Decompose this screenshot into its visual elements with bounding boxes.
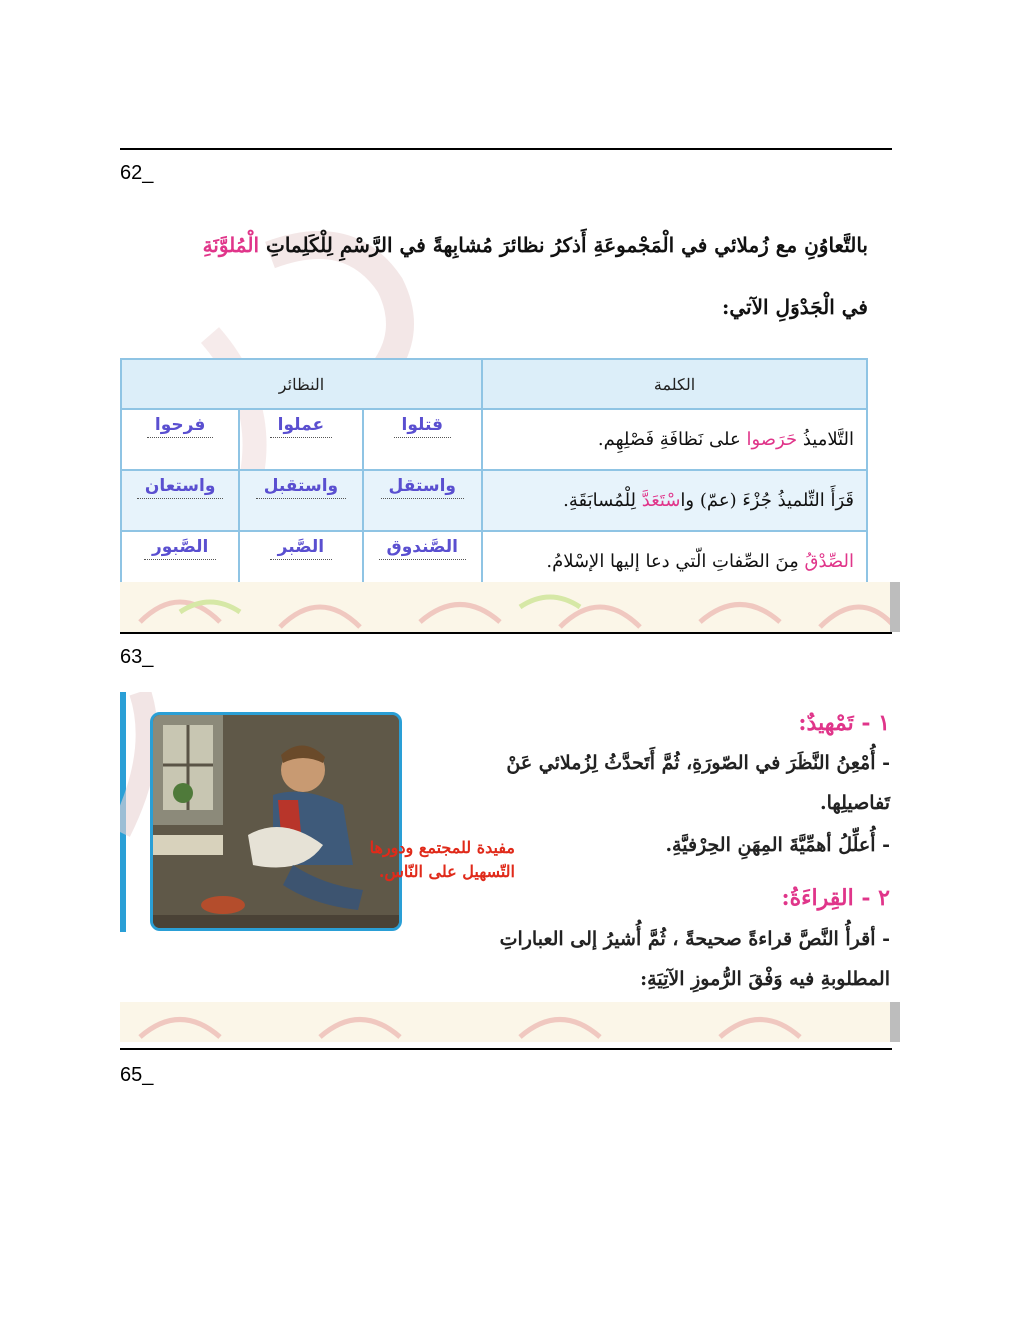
lesson-scan [120,692,900,1042]
table-row [121,409,867,470]
answer-cell [121,531,239,582]
target-word: الصِّدْقُ [804,551,854,572]
page-separator-62 [120,148,892,150]
answer-text: الصَّندوق [379,537,467,560]
page-separator-63 [120,632,892,634]
instruction-highlight: الْمُلوَّنَةِ [202,233,260,257]
answer-text: واستقبل [256,476,346,499]
exercise-instruction-line1 [128,233,868,257]
header-word: الكلمة [482,359,867,409]
answer-text: واستعان [137,476,224,499]
reading-heading: ٢ - القِراءَةُ: [781,885,890,911]
sentence-cell [482,470,867,531]
instruction-text: بالتَّعاوُنِ مع زُملائي في الْمَجْموعَةِ أَذكرُ نظائرَ مُشابِهةً في الرَّسْمِ لِلْكَلِماتِ [259,233,868,257]
sentence-cell [482,409,867,470]
answer-text: الصَّبر [270,537,332,560]
answer-text: قتلوا [394,415,452,438]
answer-cell [239,531,362,582]
analogues-table [120,358,868,582]
intro-line-1: - أُمْعِنُ النَّظَرَ في الصّورَةِ، ثُمَّ أَتَحدَّثُ لِزُملائي عَنْ [506,752,890,774]
craftsman-illustration [150,712,402,931]
decorative-strip [120,582,900,632]
answer-cell [239,470,362,531]
intro-heading: ١ - تَمْهيدٌ: [798,710,890,736]
answer-cell [363,531,482,582]
page-number-62: 62_ [120,162,154,184]
sentence-text: مِنَ الصِّفاتِ الّتي دعا إليها الإسْلامُ. [546,551,805,572]
reading-line-2: المطلوبةِ فيه وَفْقَ الرُّموزِ الآتِيَةِ: [640,968,890,990]
sentence-text: قَرَأَ التِّلميذُ جُزْءَ (عمّ) وا [680,490,854,511]
page-separator-65 [120,1048,892,1050]
target-word: حَرَصوا [746,429,798,450]
tailor-picture [153,715,399,928]
handwritten-answer-line2: التّسهيل على النّاس. [378,862,515,881]
page-number-63: 63_ [120,646,154,668]
handwritten-answer-line1: مفيدة للمجتمع ودورها [369,838,515,857]
answer-cell [239,409,362,470]
sentence-cell [482,531,867,582]
header-analogues: النظائر [121,359,482,409]
page-number-65: 65_ [120,1064,154,1086]
table-header-row [121,359,867,409]
sentence-text: لِلْمُسابَقَةِ. [563,490,642,511]
answer-text: واستقل [381,476,464,499]
sentence-text: على نَظافَةِ فَصْلِهِم. [597,429,747,450]
answer-cell [121,470,239,531]
answer-cell [121,409,239,470]
intro-question-2: - أُعلِّلُ أهمِّيَّةَ المِهَنِ الحِرْفيَّةِ. [665,834,890,856]
intro-line-2: تَفاصيلِها. [819,792,890,814]
table-row [121,531,867,582]
answer-text: فرحوا [147,415,213,438]
target-word: سْتَعَدَّ [641,490,681,511]
exercise-instruction-line2: في الْجَدْوَلِ الآتي: [722,295,868,319]
answer-cell [363,470,482,531]
table-row [121,470,867,531]
answer-text: الصَّبور [144,537,216,560]
exercise-scan [120,215,900,582]
reading-line-1: - أقرأُ النَّصَّ قراءةً صحيحةً ، ثُمَّ أُشيرُ إلى العباراتِ [499,928,890,950]
answer-text: عملوا [270,415,332,438]
sentence-text: التَّلاميذُ [797,429,854,450]
answer-cell [363,409,482,470]
